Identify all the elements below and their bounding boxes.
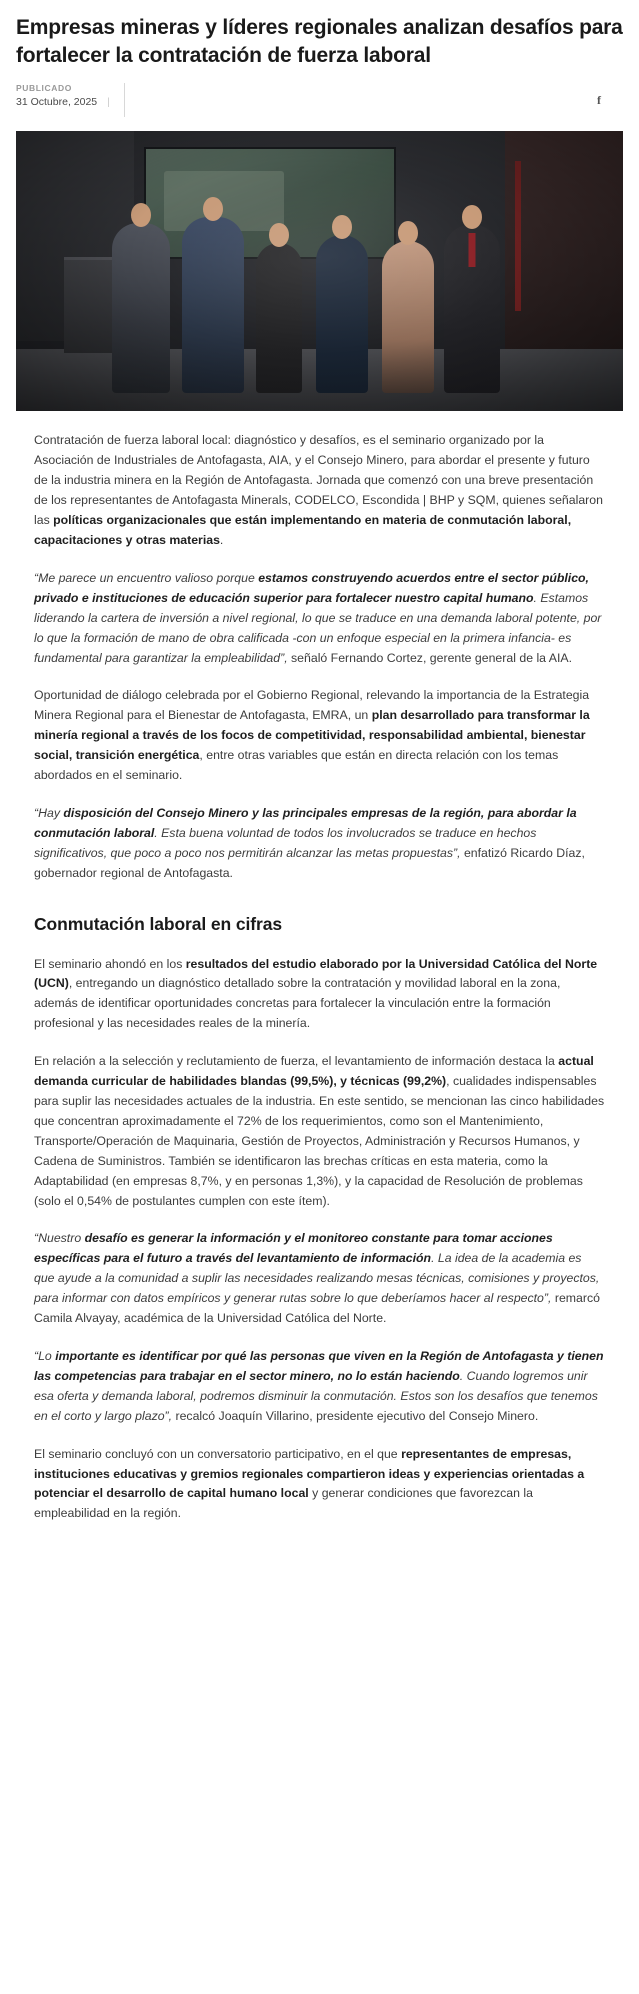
publish-info	[16, 83, 125, 117]
article-body	[16, 431, 623, 1564]
paragraph-run: . Esta buena voluntad de todos los involucrados se traduce en hechos significativos, que poco a poco nos permitirán alcanzar las metas propuestas”,	[34, 825, 537, 860]
paragraph-run: plan desarrollado para transformar la minería regional a través de los focos de competitividad, responsabilidad ambiental, bienestar social, transición energética	[34, 708, 590, 763]
paragraph-run: desafío es generar la información y el monitoreo constante para tomar acciones específicas para el futuro a través del levantamiento de información	[34, 1231, 553, 1266]
paragraph-run: “Nuestro	[34, 1231, 85, 1246]
paragraph-run: actual demanda curricular de habilidades blandas (99,5%), y técnicas (99,2%)	[34, 1054, 594, 1089]
paragraph-run: importante es identificar por qué las personas que viven en la Región de Antofagasta y tienen las competencias para trabajar en el sector minero, no lo están haciendo	[34, 1348, 604, 1383]
paragraph-run: , entre otras variables que están en directa relación con los temas abordados en el seminario.	[34, 748, 559, 783]
publish-date: 31 Octubre, 2025	[16, 96, 98, 109]
article-paragraph	[34, 569, 605, 669]
photo-vignette	[16, 131, 623, 411]
paragraph-run: recalcó Joaquín Villarino, presidente ejecutivo del Consejo Minero.	[175, 1408, 539, 1423]
article-paragraph	[34, 431, 605, 550]
article-paragraph	[34, 1347, 605, 1427]
article-meta	[16, 83, 623, 125]
paragraph-run: “Me parece un encuentro valioso porque	[34, 570, 259, 585]
paragraph-run: El seminario ahondó en los	[34, 956, 186, 971]
published-label: PUBLICADO	[16, 83, 72, 94]
paragraph-run: . Cuando logremos unir esa oferta y demanda laboral, podremos disminuir la conmutación. Estos son los desafíos que tenemos en el corto y largo plazo”,	[34, 1368, 598, 1423]
article-container	[0, 14, 639, 1564]
section-heading: Conmutación laboral en cifras	[34, 913, 282, 934]
social-share-group	[597, 94, 623, 106]
paragraph-run: resultados del estudio elaborado por la Universidad Católica del Norte (UCN)	[34, 956, 598, 991]
paragraph-run: .	[219, 532, 224, 547]
paragraph-run: representantes de empresas, instituciones educativas y gremios regionales compartieron ideas y experiencias orientadas a potenciar el desarrollo de capital humano local	[34, 1446, 585, 1501]
paragraph-run: Contratación de fuerza laboral local: diagnóstico y desafíos, es el seminario organizado por la Asociación de Industriales de Antofagasta, AIA, y el Consejo Minero, para abordar el presente y futuro de la industria minera en la Región de Antofagasta. Jornada que comenzó con una breve presentación de los representantes de Antofagasta Minerals, CODELCO, Escondida | BHP y SQM, quienes señalaron las	[34, 433, 603, 528]
paragraph-run: Oportunidad de diálogo celebrada por el Gobierno Regional, relevando la importancia de la Estrategia Minera Regional para el Bienestar de Antofagasta, EMRA, un	[34, 688, 590, 723]
paragraph-run: “Hay	[34, 805, 64, 820]
meta-separator: |	[107, 96, 110, 109]
paragraph-run: políticas organizacionales que están implementando en materia de conmutación laboral, capacitaciones y otras materias	[34, 513, 572, 547]
article-paragraph	[34, 686, 605, 786]
paragraph-run: . La idea de la academia es que ayude a la comunidad a suplir las necesidades realizando mesas técnicas, comisiones y proyectos, para informar con datos empíricos y generar rutas sobre lo que deberíamos hacer al respecto”,	[34, 1251, 600, 1306]
article-paragraph	[34, 1052, 605, 1211]
paragraph-run: señaló Fernando Cortez, gerente general de la AIA.	[291, 650, 572, 665]
paragraph-run: disposición del Consejo Minero y las principales empresas de la región, para abordar la conmutación laboral	[34, 805, 577, 840]
article-hero-image	[16, 131, 623, 411]
article-paragraph	[34, 955, 605, 1035]
facebook-icon[interactable]: f	[597, 93, 601, 108]
paragraph-run: enfatizó Ricardo Díaz, gobernador regional de Antofagasta.	[34, 845, 585, 880]
paragraph-run: remarcó Camila Alvayay, académica de la Universidad Católica del Norte.	[34, 1291, 600, 1326]
paragraph-run: . Estamos liderando la cartera de inversión a nivel regional, lo que se traduce en una demanda laboral potente, por lo que la formación de mano de obra calificada -con un enfoque especial en la primera infancia- es fundamental para garantizar la empleabilidad”,	[34, 590, 602, 665]
article-paragraph	[34, 1445, 605, 1525]
paragraph-run: y generar condiciones que favorezcan la empleabilidad en la región.	[34, 1486, 533, 1521]
article-paragraph	[34, 804, 605, 884]
article-paragraph	[34, 1229, 605, 1329]
paragraph-run: En relación a la selección y reclutamiento de fuerza, el levantamiento de información destaca la	[34, 1054, 559, 1069]
paragraph-run: , entregando un diagnóstico detallado sobre la contratación y movilidad laboral en la zona, además de identificar oportunidades concretas para fortalecer la vinculación entre la formación profesional y las necesidades reales de la minería.	[34, 976, 561, 1031]
paragraph-run: , cualidades indispensables para suplir las necesidades actuales de la industria. En este sentido, se mencionan las cinco habilidades que concentran aproximadamente el 72% de los requerimientos, como son el Mantenimiento, Transporte/Operación de Maquinaria, Gestión de Proyectos, Administración y Recursos Humanos, y Cadena de Suministros. También se identificaron las brechas críticas en esta materia, como la Adaptabilidad (en empresas 8,7%, y en personas 1,3%), y la capacidad de Resolución de problemas (solo el 0,54% de postulantes cumplen con este ítem).	[34, 1074, 605, 1208]
page-title: Empresas mineras y líderes regionales analizan desafíos para fortalecer la contratación de fuerza laboral	[16, 16, 623, 67]
paragraph-run: El seminario concluyó con un conversatorio participativo, en el que	[34, 1446, 402, 1461]
paragraphs-after-heading	[34, 955, 605, 1525]
paragraph-run: “Lo	[34, 1348, 56, 1363]
paragraph-run: estamos construyendo acuerdos entre el sector público, privado e instituciones de educación superior para fortalecer nuestro capital humano	[34, 570, 589, 605]
paragraphs-before-heading	[34, 431, 605, 883]
